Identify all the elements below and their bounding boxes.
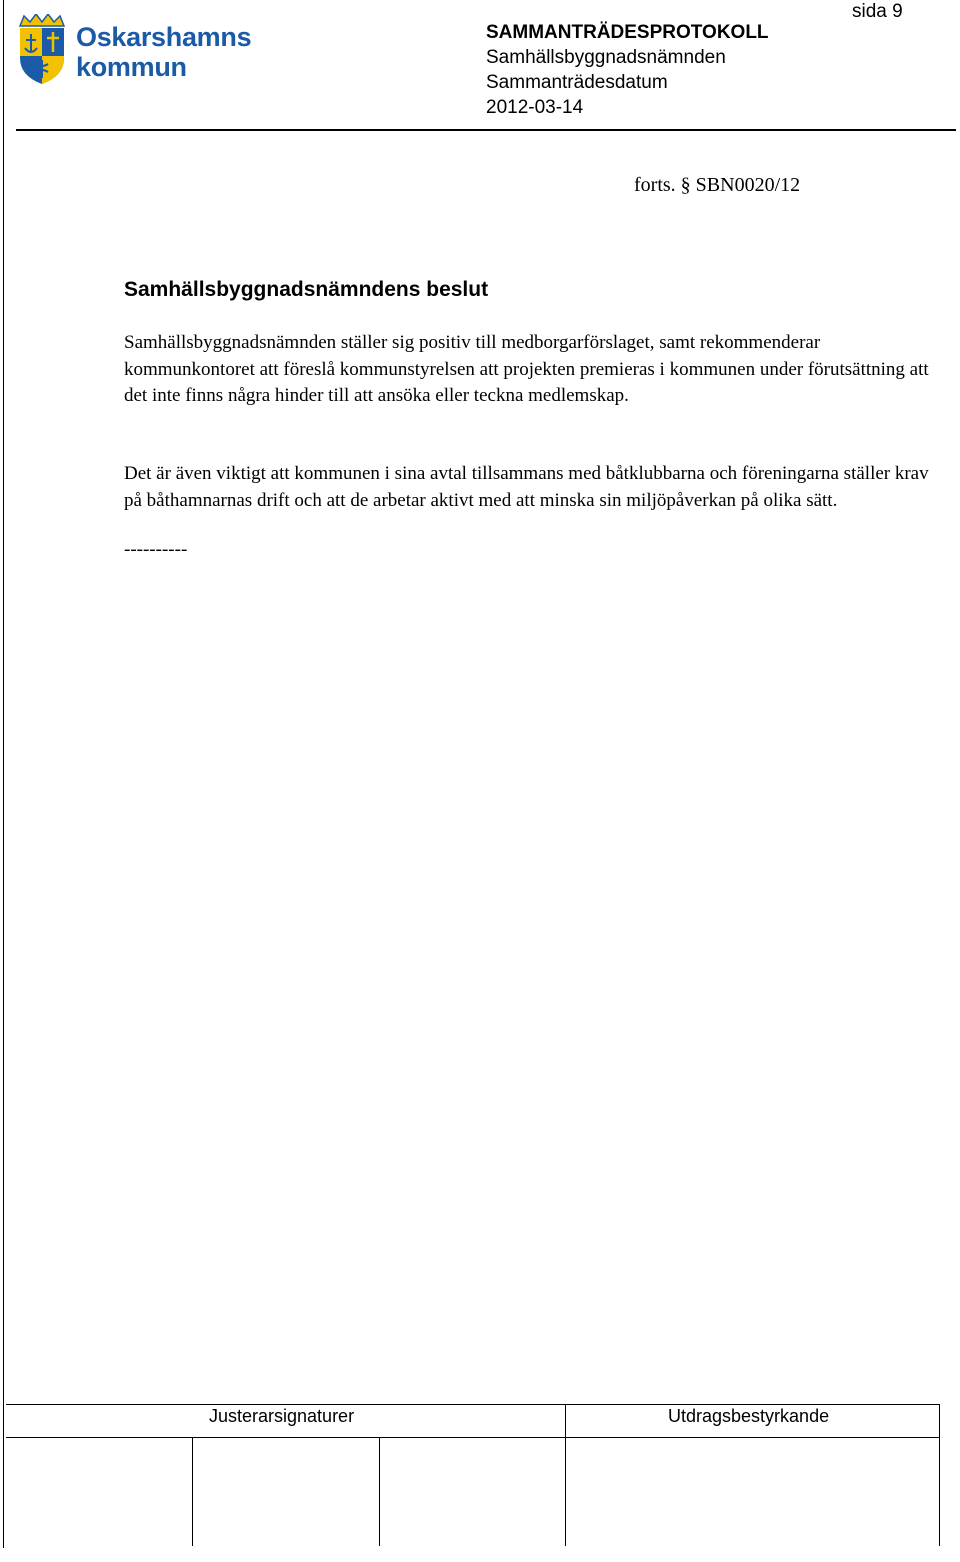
signature-cell-divider-2 [379, 1437, 380, 1546]
signature-cell-divider-3 [565, 1437, 566, 1546]
decision-paragraph-2: Det är även viktigt att kommunen i sina avtal tillsammans med båtklubbarna och föreningarna ställer krav på båthamnarnas drift och att de arbetar aktivt med att minska sin miljöpåverkan på olika sätt. [124, 463, 929, 511]
doc-type: SAMMANTRÄDESPROTOKOLL [486, 22, 769, 43]
paragraph-reference: forts. § SBN0020/12 [634, 174, 801, 196]
section-title: Samhällsbyggnadsnämndens beslut [124, 278, 489, 301]
municipality-logo [16, 14, 266, 86]
logo-text-line2: kommun [76, 52, 187, 82]
committee-name: Samhällsbyggnadsnämnden [486, 47, 726, 68]
page-number: sida 9 [852, 1, 903, 22]
table-header-border [6, 1437, 940, 1438]
justerare-label: Justerarsignaturer [209, 1406, 355, 1426]
section-separator: ---------- [124, 539, 188, 560]
decision-paragraph-1: Samhällsbyggnadsnämnden ställer sig positiv till medborgarförslaget, samt rekommenderar kommunkontoret att föreslå kommunstyrelsen att projekten premieras i kommunen under förutsättning att det inte finns några hinder till att ansöka eller teckna medlemskap. [124, 332, 929, 406]
table-top-border [6, 1404, 940, 1405]
header-divider [16, 129, 956, 131]
signature-cell-divider-1 [192, 1437, 193, 1546]
document-header [486, 20, 769, 120]
page-left-rule [3, 0, 4, 1548]
table-right-border [939, 1404, 940, 1546]
coat-of-arms-icon [16, 14, 68, 86]
meeting-date: 2012-03-14 [486, 97, 584, 118]
date-label: Sammanträdesdatum [486, 72, 668, 93]
logo-text-line1: Oskarshamns [76, 22, 252, 52]
utdrag-label: Utdragsbestyrkande [668, 1406, 830, 1426]
table-header-divider [565, 1404, 566, 1438]
